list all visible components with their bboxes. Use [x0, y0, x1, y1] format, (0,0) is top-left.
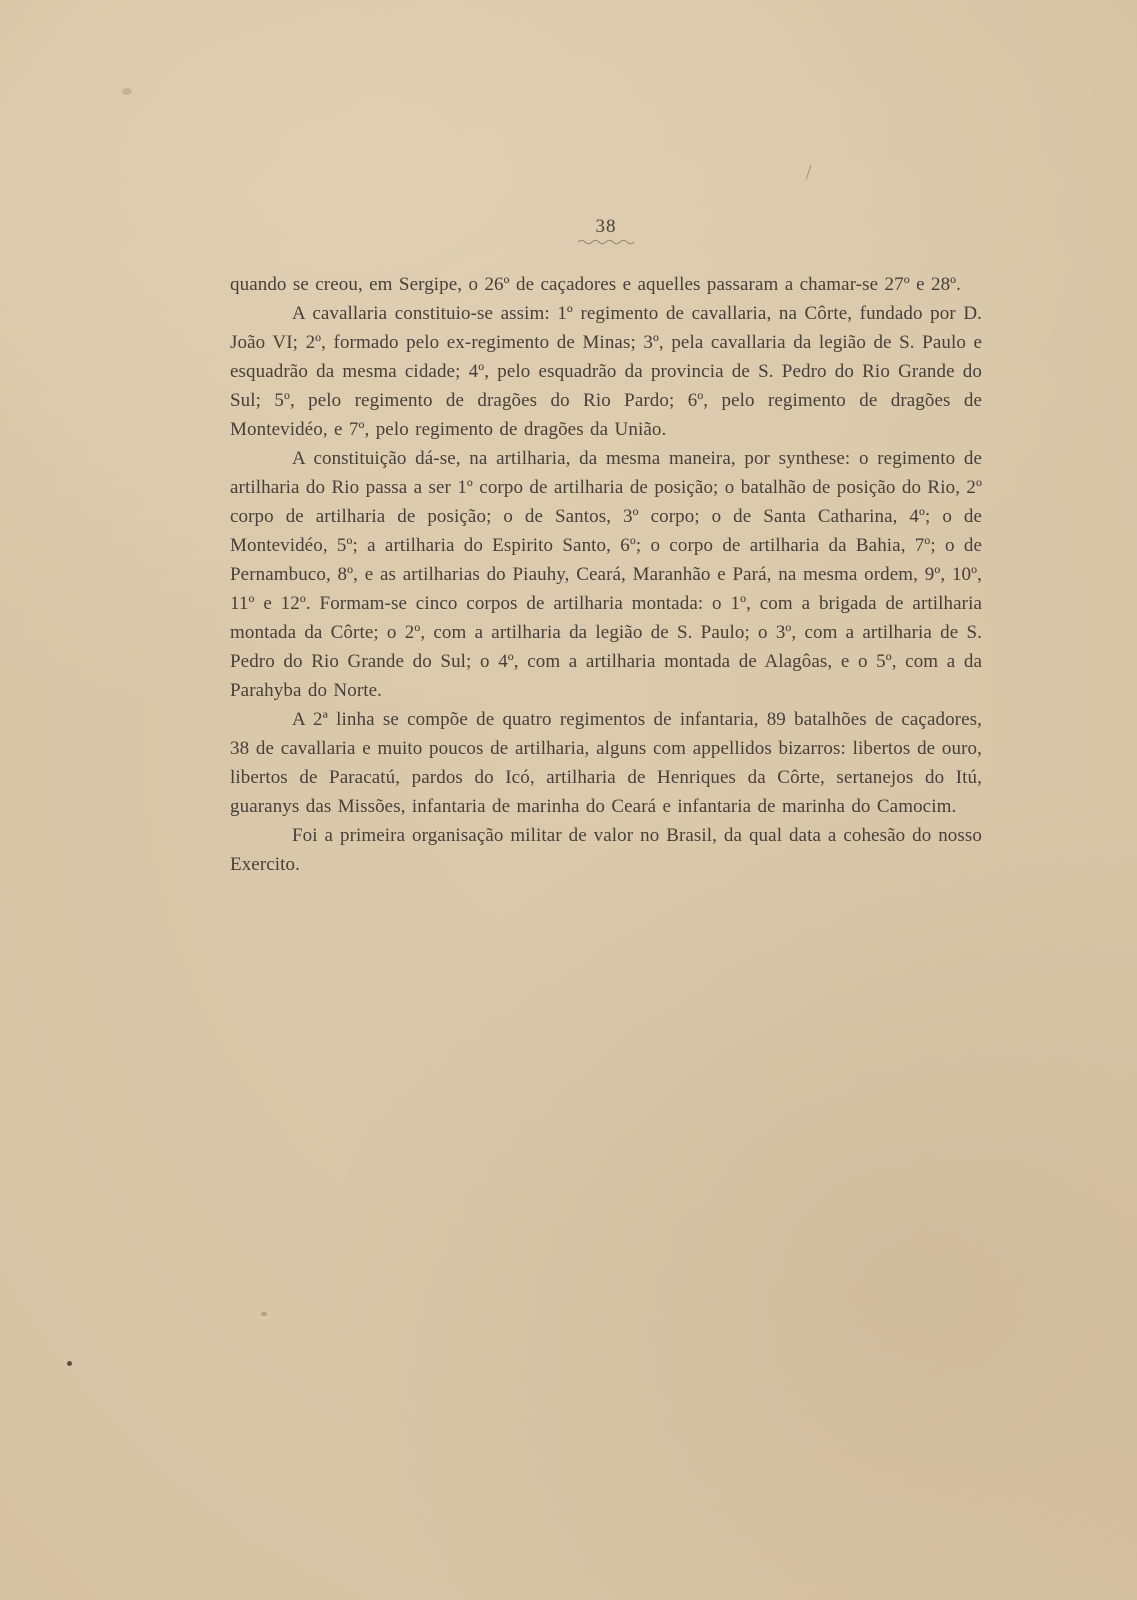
paragraph-continuation: quando se creou, em Sergipe, o 26º de caçadores e aquelles passaram a chamar-se 27º e 28º.: [230, 274, 962, 295]
scan-artifact-speck: [261, 1312, 267, 1316]
paragraph-artilharia: A constituição dá-se, na artilharia, da mesma maneira, por synthese: o regimento de artilharia do Rio passa a ser 1º corpo de artilharia de posição; o batalhão de posição do Rio, 2º corpo de artilharia de posição; o de Santos, 3º corpo; o de Santa Catharina, 4º; o de Montevidéo, 5º; a artilharia do Espirito Santo, 6º; o corpo de artilharia da Bahia, 7º; o de Pernambuco, 8º, e as artilharias do Piauhy, Ceará, Maranhão e Pará, na mesma ordem, 9º, 10º, 11º e 12º. Formam-se cinco corpos de artilharia montada: o 1º, com a brigada de artilharia montada da Côrte; o 2º, com a artilharia da legião de S. Paulo; o 3º, com a artilharia de S. Pedro do Rio Grande do Sul; o 4º, com a artilharia montada de Alagôas, e o 5º, com a da Parahyba do Norte.: [230, 448, 982, 701]
scan-artifact-smudge: [122, 88, 132, 95]
scan-artifact-speck: [67, 1361, 72, 1366]
scan-artifact-slash: [806, 165, 812, 180]
paragraph-segunda-linha: A 2ª linha se compõe de quatro regimentos de infantaria, 89 batalhões de caçadores, 38 de cavallaria e muito poucos de artilharia, alguns com appellidos bizarros: libertos de ouro, libertos de Paracatú, pardos do Icó, artilharia de Henriques da Côrte, sertanejos do Itú, guaranys das Missões, infantaria de marinha do Ceará e infantaria de marinha do Camocim.: [230, 709, 982, 817]
paragraph-conclusao: Foi a primeira organisação militar de valor no Brasil, da qual data a cohesão do nosso Exercito.: [230, 825, 982, 875]
page-header: [230, 216, 982, 245]
page-number: 38: [595, 216, 617, 237]
paragraph-cavallaria: A cavallaria constituio-se assim: 1º regimento de cavallaria, na Côrte, fundado por D. João VI; 2º, formado pelo ex-regimento de Minas; 3º, pela cavallaria da legião de S. Paulo e esquadrão da mesma cidade; 4º, pelo esquadrão da provincia de S. Pedro do Rio Grande do Sul; 5º, pelo regimento de dragões do Rio Pardo; 6º, pelo regimento de dragões de Montevidéo, e 7º, pelo regimento de dragões da União.: [230, 303, 982, 440]
text-block: [230, 270, 982, 879]
page-number-underline: [577, 239, 635, 245]
